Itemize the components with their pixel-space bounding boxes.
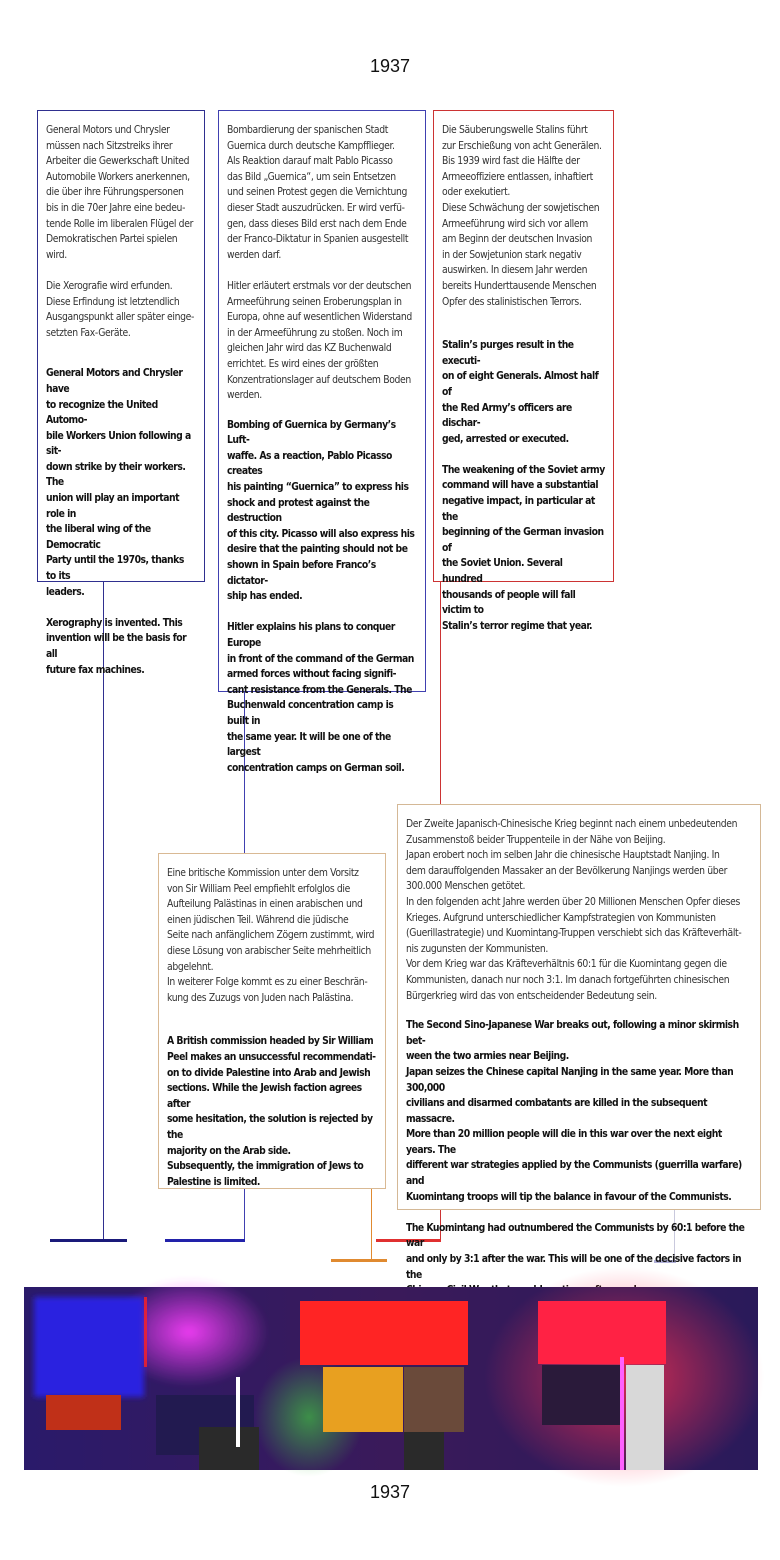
year-heading-bottom: 1937 [369,1482,411,1502]
connector-line-4 [371,1189,372,1260]
event-box-sino-japanese-war [397,804,761,1281]
event-text-de: Bombardierung der spanischen Stadt Guernica durch deutsche Kampfflieger. Als Reaktion darauf malt Pablo Picasso das Bild „Guernica“, um sein Entsetzen und seinen Protest gegen die Vernichtung dieser Stadt auszudrücken. Er wird verfü- gen, dass dieses Bild erst nach dem Ende der Franco-Diktatur in Spanien ausgestellt werden darf. Hitler erläutert erstmals vor der deutschen Armeeführung seinen Eroberungsplan in Europa, ohne auf wesentlichen Widerstand in der Armeeführung zu stoßen. Noch im gleichen Jahr wird das KZ Buchenwald errichtet. Es wird eines der größten Konzentrationslager auf deutschem Boden werden. [227,124,412,402]
timeline-bar-1 [50,1239,127,1242]
event-text-de: Eine britische Kommission unter dem Vorsitz von Sir William Peel empfiehlt erfolglos die Aufteilung Palästinas in einen arabischen und einen jüdischen Teil. Während die jüdische Seite nach anfänglichem Zögern zustimmt, wird diese Lösung von arabischer Seite mehrheitlich abgelehnt. In weiterer Folge kommt es zu einer Beschrän- kung des Zuzugs von Juden nach Palästina. [167,867,375,1004]
timeline-bar-2 [165,1239,245,1242]
event-box-guernica-hitler [218,110,426,774]
connector-line-2b [244,1189,245,1240]
abstract-color-artwork [24,1287,758,1470]
event-text-en: Bombing of Guernica by Germany’s Luft- waffe. As a reaction, Pablo Picasso creates his painting “Guernica” to express his shock and protest against the destruction of this city. Picasso will also express his desire that the painting should not be shown in Spain before Franco’s dictator- ship has ended. Hitler explains his plans to conquer Europe in front of the command of the German armed forces without facing signifi- cant resistance from the Generals. The Buchenwald concentration camp is built in the same year. It will be one of the largest concentration camps on German soil. [227,418,415,774]
year-heading-top: 1937 [369,56,411,76]
connector-line-1 [103,582,104,1240]
connector-line-3 [440,582,441,804]
event-box-labor-xerography [37,110,205,676]
event-text-en: General Motors and Chrysler have to recognize the United Automo- bile Workers Union following a sit- down strike by their workers. The union will play an important role in the liberal wing of the Democratic Party until the 1970s, thanks to its leaders. Xerography is invented. This invention will be the basis for all future fax machines. [46,367,191,676]
event-text-en: The Second Sino-Japanese War breaks out, following a minor skirmish bet- ween the two armies near Beijing. Japan seizes the Chinese capital Nanjing in the same year. More than 300,000 civilians and disarmed combatants are killed in the subsequent massacre. More than 20 million people will die in this war over the next eight years. The different war strategies applied by the Communists (guerrilla warfare) and Kuomintang troops will tip the balance in favour of the Communists. The Kuomintang had outnumbered the Communists by 60:1 before the war and only by 3:1 after the war. This will be one of the decisive factors in the [406,1019,745,1281]
event-text-de: Der Zweite Japanisch-Chinesische Krieg beginnt nach einem unbedeutenden Zusammenstoß beider Truppenteile in der Nähe von Beijing. Japan erobert noch im selben Jahr die chinesische Hauptstadt Nanjing. In dem darauffolgenden Massaker an der Bevölkerung Nanjings werden über 300.000 Menschen getötet. In den folgenden acht Jahre werden über 20 Millionen Menschen Opfer dieses Krieges. Aufgrund unterschiedlicher Kampfstrategien von Kommunisten (Guerillastrategie) und Kuomintang-Truppen verschiebt sich das Kräfteverhält- nis zugunsten der Kommunisten. Vor dem Krieg war das Kräfteverhältnis 60:1 für die Kuomintang gegen die Kommunisten, danach nur noch 3:1. Im danach fortgeführten chinesischen Bürgerkrieg wird das von entscheidender Bedeutung sein. [406,818,742,1002]
timeline-bar-3 [331,1259,387,1262]
event-text-de: General Motors und Chrysler müssen nach Sitzstreiks ihrer Arbeiter die Gewerkschaft United Automobile Workers anerkennen, die über ihre Führungspersonen bis in die 70er Jahre eine bedeu- tende Rolle im liberalen Flügel der Demokratischen Partei spielen wird. Die Xerografie wird erfunden. Diese Erfindung ist letztendlich Ausgangspunkt aller später einge- setzten Fax-Geräte. [46,124,195,339]
event-text-en: Stalin’s purges result in the executi- on of eight Generals. Almost half of the Red Army’s officers are dischar- ged, arrested or executed. The weakening of the Soviet army command will have a substantial negative impact, in particular at the beginning of the German invasion of the Soviet Union. Several hundred thousands of people will fall victim to Stalin’s terror regime that year. [442,339,605,632]
event-text-de: Die Säuberungswelle Stalins führt zur Erschießung von acht Generälen. Bis 1939 wird fast die Hälfte der Armeeoffiziere entlassen, inhaftiert oder exekutiert. Diese Schwächung der sowjetischen Armeeführung wird sich vor allem am Beginn der deutschen Invasion in der Sowjetunion stark negativ auswirken. In diesem Jahr werden bereits Hunderttausende Menschen Opfer des stalinistischen Terrors. [442,124,602,308]
event-box-peel-commission [158,853,386,1189]
event-text-en: A British commission headed by Sir William Peel makes an unsuccessful recommendati- on to divide Palestine into Arab and Jewish sections. While the Jewish faction agrees after some hesitation, the solution is rejected by the majority on the Arab side. Subsequently, the immigration of Jews to Palestine is limited. [167,1035,376,1188]
event-box-stalin-purges [433,110,614,632]
